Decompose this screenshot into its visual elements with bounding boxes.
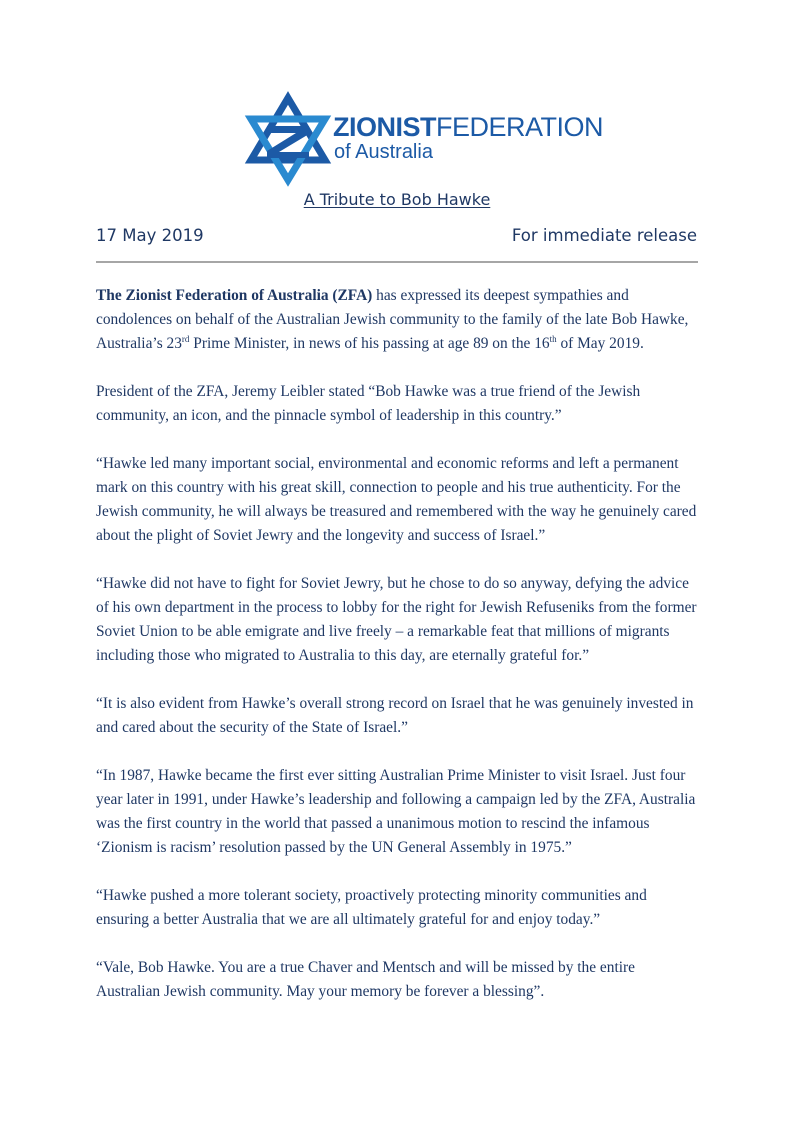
logo-tagline: of Australia bbox=[334, 141, 433, 163]
zfa-logo bbox=[247, 96, 604, 182]
paragraph-3: “Hawke led many important social, environmental and economic reforms and left a permanent mark on this country with his great skill, connection to people and his true authenticity. For the Jewish community, he will always be treasured and remembered with the way he genuinely cared about the plight of Soviet Jewry and the longevity and success of Israel.” bbox=[96, 455, 697, 544]
logo-name-light: FEDERATION bbox=[436, 112, 604, 142]
paragraph-1-text-a: has expressed its deepest sympathies and condolences on behalf of the Australian Jewish community to the family of the late Bob Hawke, Australia’s 23 bbox=[96, 287, 689, 352]
paragraph-1-text-b: Prime Minister, in news of his passing at age 89 on the 16 bbox=[189, 335, 550, 352]
paragraph-1 bbox=[96, 284, 700, 356]
org-name: The Zionist Federation of Australia (ZFA) bbox=[96, 287, 373, 304]
release-note: For immediate release bbox=[511, 226, 697, 245]
svg-text:ZIONISTFEDERATION bbox=[333, 112, 603, 142]
header-divider bbox=[96, 261, 698, 263]
paragraph-1-text-c: of May 2019. bbox=[556, 335, 644, 352]
paragraph-2: President of the ZFA, Jeremy Leibler stated “Bob Hawke was a true friend of the Jewish community, an icon, and the pinnacle symbol of leadership in this country.” bbox=[96, 383, 641, 424]
paragraph-5: “It is also evident from Hawke’s overall strong record on Israel that he was genuinely invested in and cared about the security of the State of Israel.” bbox=[96, 695, 694, 736]
star-of-david-icon bbox=[247, 96, 604, 182]
ordinal-suffix: rd bbox=[181, 334, 190, 344]
release-date: 17 May 2019 bbox=[96, 226, 204, 245]
paragraph-6: “In 1987, Hawke became the first ever sitting Australian Prime Minister to visit Israel. Just four year later in 1991, under Hawke’s leadership and following a campaign led by the ZFA, Australia was the first country in the world that passed a unanimous motion to rescind the infamous ‘Zionism is racism’ resolution passed by the UN General Assembly in 1975.” bbox=[96, 767, 696, 856]
paragraph-7: “Hawke pushed a more tolerant society, proactively protecting minority communities and ensuring a better Australia that we are all ultimately grateful for and enjoy today.” bbox=[96, 887, 647, 928]
paragraph-8: “Vale, Bob Hawke. You are a true Chaver and Mentsch and will be missed by the entire Australian Jewish community. May your memory be forever a blessing”. bbox=[96, 959, 635, 1000]
document-title: A Tribute to Bob Hawke bbox=[303, 190, 491, 209]
logo-name-bold: ZIONIST bbox=[333, 112, 436, 142]
press-release-body bbox=[96, 284, 700, 1028]
ordinal-suffix: th bbox=[549, 334, 557, 344]
paragraph-4: “Hawke did not have to fight for Soviet Jewry, but he chose to do so anyway, defying the advice of his own department in the process to lobby for the right for Jewish Refuseniks from the former Soviet Union to be able emigrate and live freely – a remarkable feat that millions of migrants including those who migrated to Australia to this day, are eternally grateful for.” bbox=[96, 575, 697, 664]
